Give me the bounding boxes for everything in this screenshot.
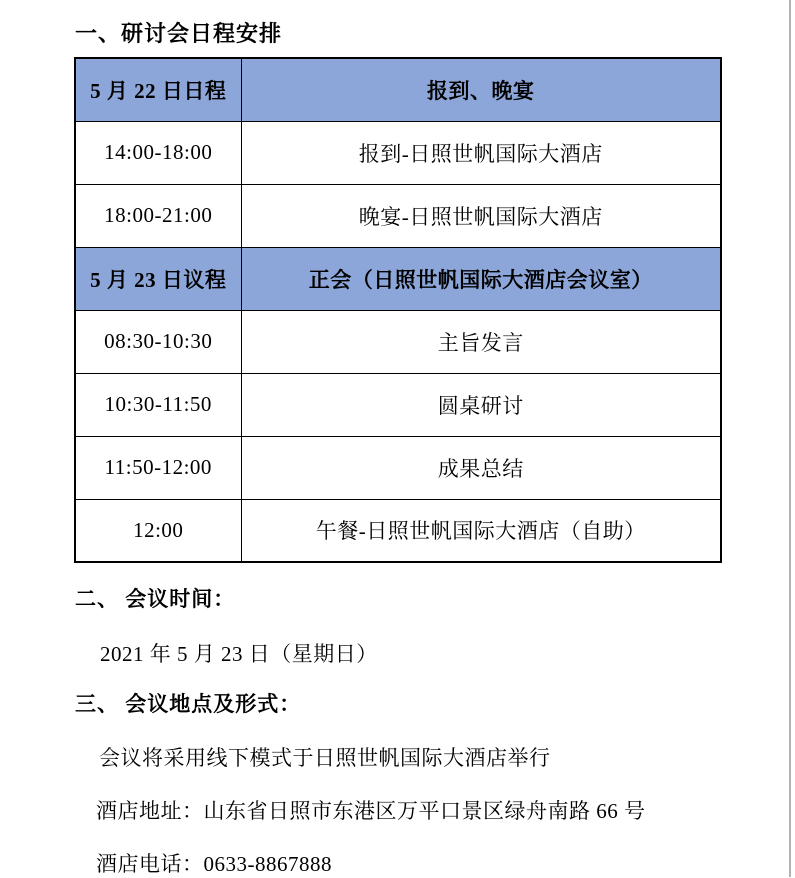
schedule-time-cell: 18:00-21:00 [75, 184, 241, 247]
schedule-event-cell: 报到-日照世帆国际大酒店 [241, 121, 721, 184]
page-edge-line [789, 0, 791, 877]
section-3-heading: 三、 会议地点及形式： [75, 692, 302, 716]
schedule-row [75, 373, 721, 436]
hotel-address-text: 酒店地址：山东省日照市东港区万平口景区绿舟南路 66 号 [96, 799, 646, 823]
schedule-row [75, 121, 721, 184]
meeting-date-text: 2021 年 5 月 23 日（星期日） [100, 642, 378, 666]
schedule-date-cell: 5 月 22 日日程 [75, 58, 241, 121]
schedule-date-cell: 5 月 23 日议程 [75, 247, 241, 310]
schedule-time-cell: 10:30-11:50 [75, 373, 241, 436]
schedule-row [75, 184, 721, 247]
schedule-event-cell: 正会（日照世帆国际大酒店会议室） [241, 247, 721, 310]
schedule-event-cell: 成果总结 [241, 436, 721, 499]
section-1-heading: 一、研讨会日程安排 [75, 21, 283, 46]
schedule-event-cell: 午餐-日照世帆国际大酒店（自助） [241, 499, 721, 562]
schedule-row [75, 310, 721, 373]
venue-mode-text: 会议将采用线下模式于日照世帆国际大酒店举行 [99, 746, 551, 770]
schedule-time-cell: 14:00-18:00 [75, 121, 241, 184]
schedule-event-cell: 圆桌研讨 [241, 373, 721, 436]
schedule-row [75, 499, 721, 562]
schedule-row [75, 436, 721, 499]
schedule-time-cell: 12:00 [75, 499, 241, 562]
schedule-time-cell: 08:30-10:30 [75, 310, 241, 373]
schedule-time-cell: 11:50-12:00 [75, 436, 241, 499]
section-2-heading: 二、 会议时间： [75, 587, 236, 611]
schedule-table [74, 57, 722, 563]
schedule-header-row [75, 247, 721, 310]
schedule-header-row [75, 58, 721, 121]
schedule-event-cell: 晚宴-日照世帆国际大酒店 [241, 184, 721, 247]
schedule-event-cell: 报到、晚宴 [241, 58, 721, 121]
hotel-phone-text: 酒店电话：0633-8867888 [96, 852, 332, 876]
schedule-event-cell: 主旨发言 [241, 310, 721, 373]
